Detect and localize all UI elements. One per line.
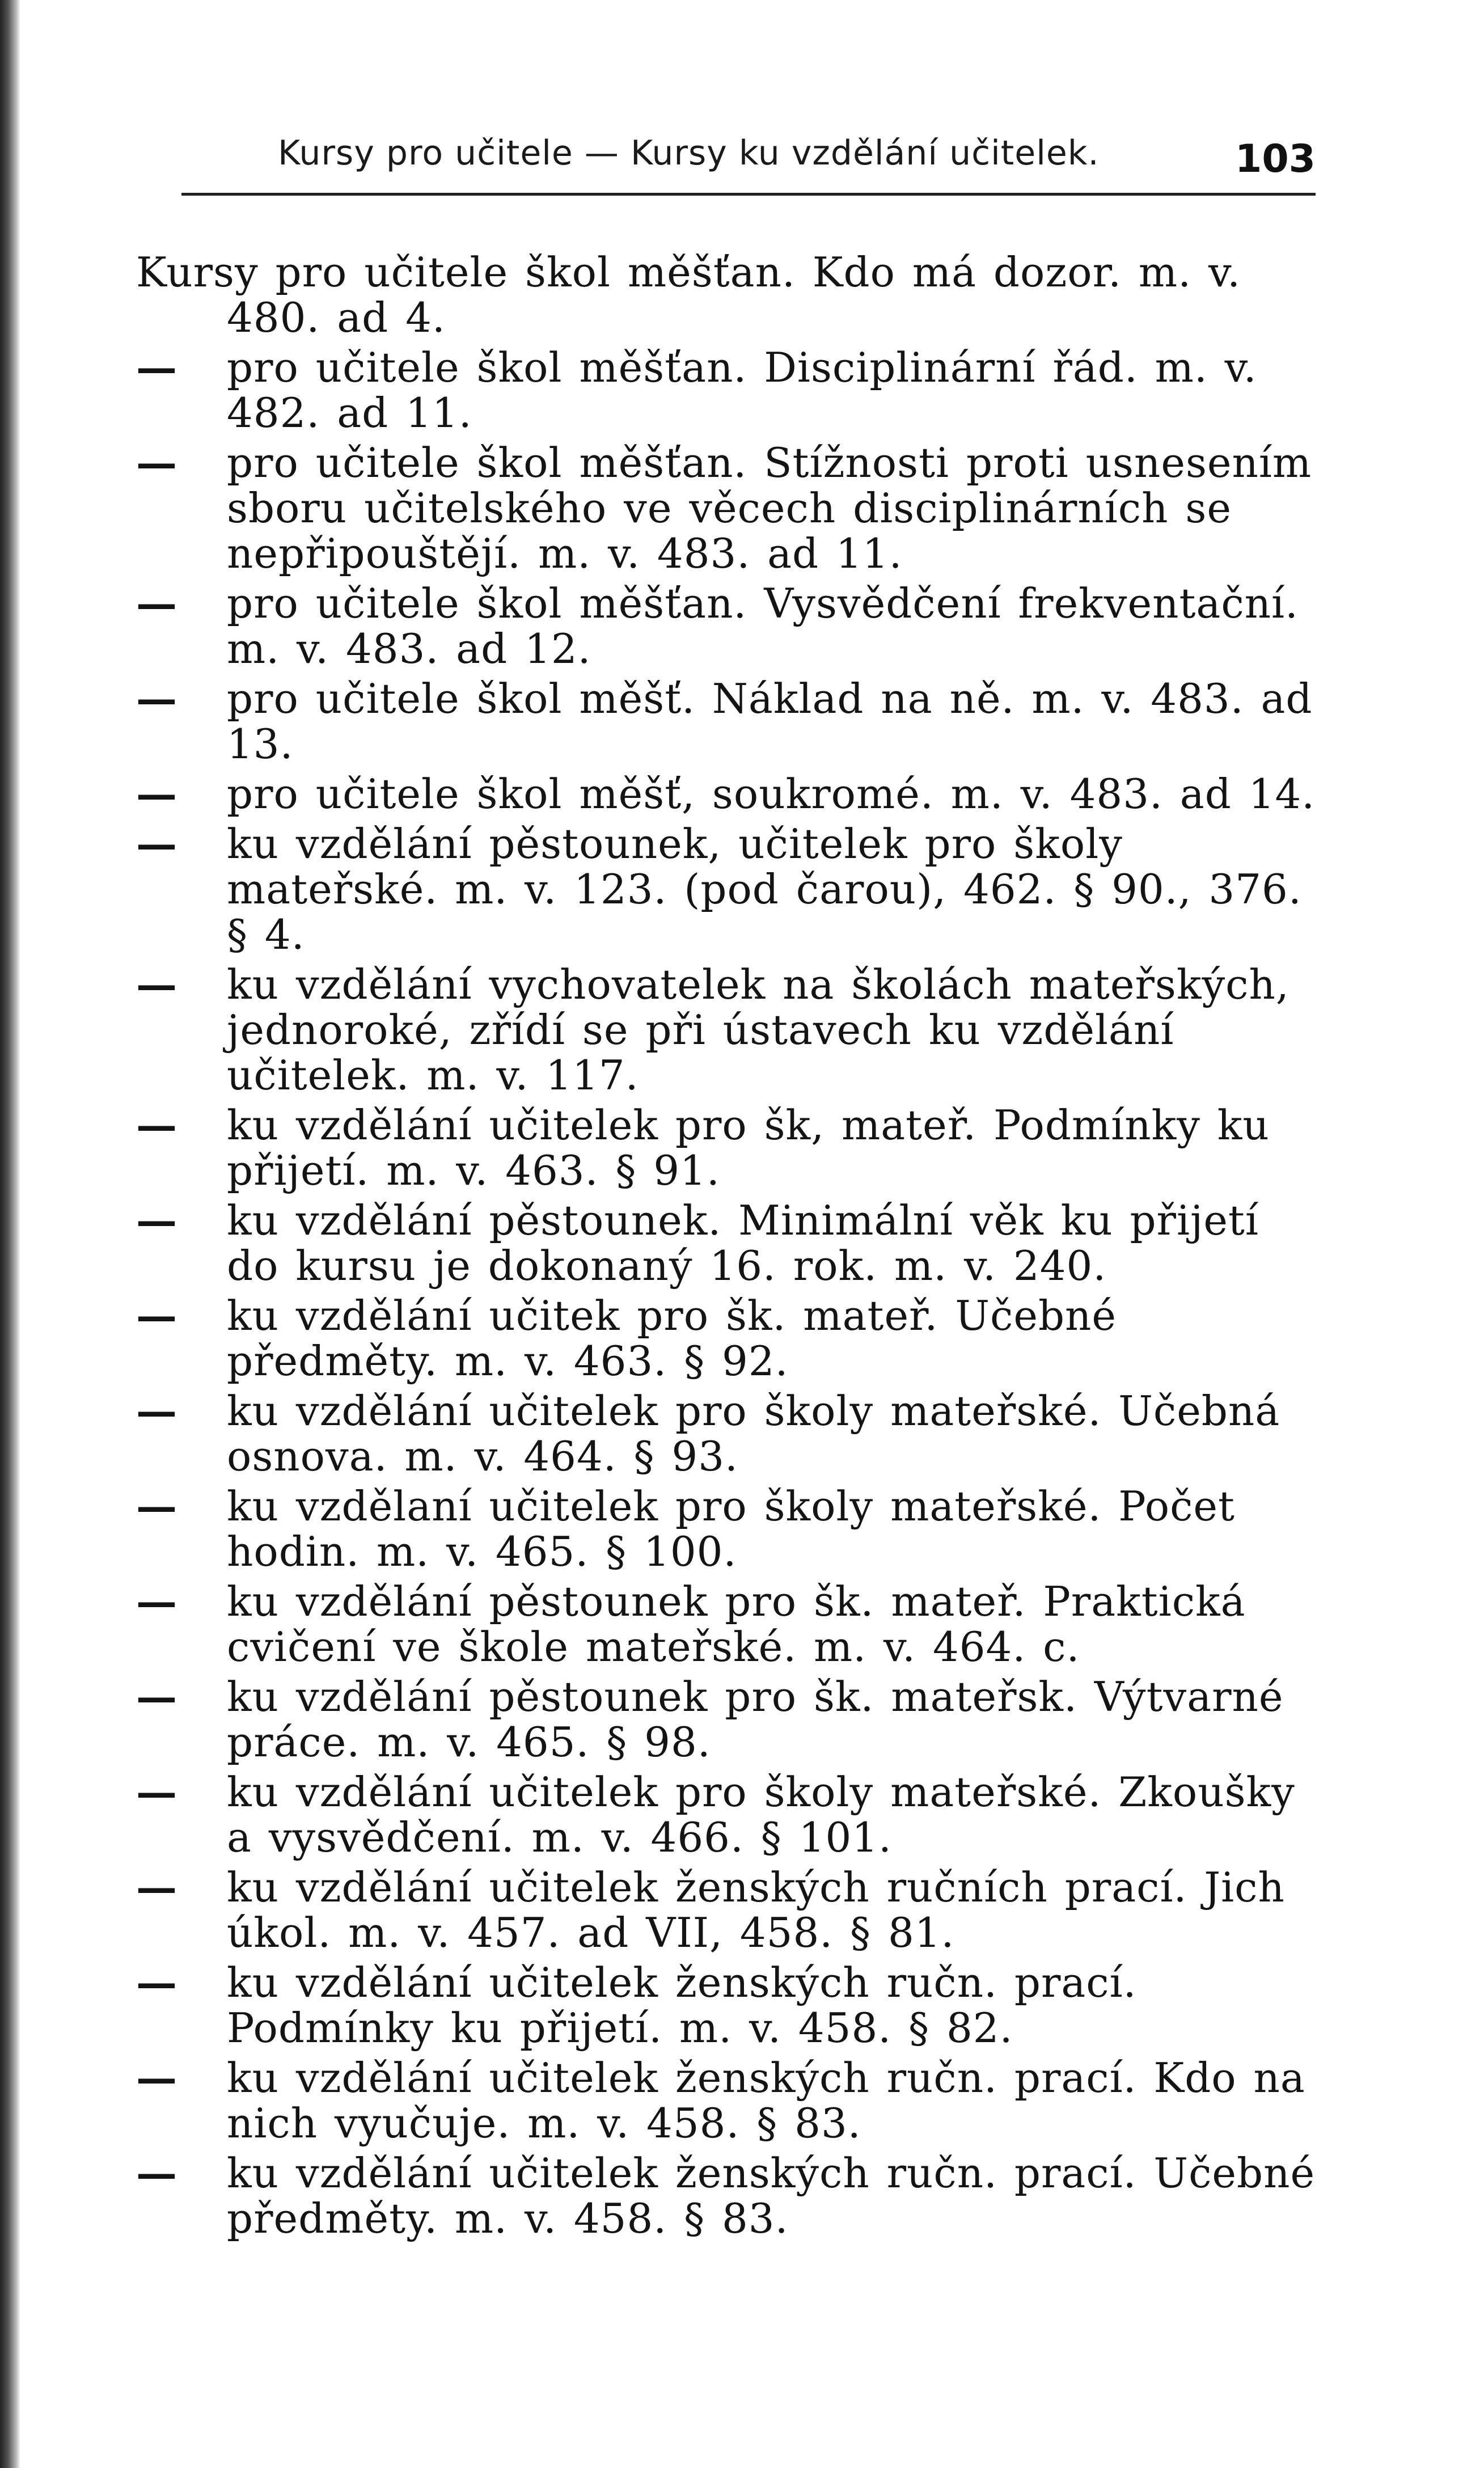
index-entry	[136, 821, 1321, 957]
entry-dash: —	[136, 770, 177, 818]
index-entry	[136, 581, 1321, 671]
entry-dash: —	[136, 438, 177, 487]
entry-text: ku vzdělání pěstounek. Minimální věk ku přijetí do kursu je dokonaný 16. rok. m. v. 240.	[227, 1197, 1259, 1290]
index-entry	[136, 1769, 1321, 1860]
index-entry	[136, 1293, 1321, 1384]
entry-dash: —	[136, 1196, 177, 1244]
entry-dash: —	[136, 674, 177, 722]
index-entry	[136, 1102, 1321, 1193]
entry-text: ku vzdělání pěstounek pro šk. mateřsk. Výtvarné práce. m. v. 465. § 98.	[227, 1673, 1284, 1766]
index-entry	[136, 250, 1321, 340]
index-entry	[136, 2055, 1321, 2146]
entry-dash: —	[136, 1387, 177, 1435]
entry-dash: —	[136, 1291, 177, 1339]
entry-text: ku vzdělání pěstounek, učitelek pro školy mateřské. m. v. 123. (pod čarou), 462. § 90., 376. § 4.	[227, 820, 1302, 958]
entry-text: pro učitele škol měšťan. Vysvědčení frekventační. m. v. 483. ad 12.	[227, 580, 1299, 673]
entry-dash: —	[136, 1958, 177, 2006]
page-number: 103	[1235, 137, 1316, 181]
index-entry	[136, 676, 1321, 767]
index-entry	[136, 771, 1321, 817]
entry-text: pro učitele škol měšť, soukromé. m. v. 483. ad 14.	[227, 770, 1316, 818]
index-entry	[136, 1388, 1321, 1479]
entry-text: ku vzdělání pěstounek pro šk. mateř. Praktická cvičení ve škole mateřské. m. v. 464. c.	[227, 1578, 1246, 1671]
entry-dash: —	[136, 1768, 177, 1816]
entry-text: ku vzdělání učitelek pro školy mateřské. Zkoušky a vysvědčení. m. v. 466. § 101.	[227, 1768, 1295, 1861]
page-header	[181, 128, 1316, 190]
running-head: Kursy pro učitele — Kursy ku vzdělání učitelek.	[278, 133, 1100, 173]
entry-text: pro učitele škol měšť. Náklad na ně. m. v. 483. ad 13.	[227, 675, 1313, 768]
index-entry	[136, 345, 1321, 436]
entry-text: Kursy pro učitele škol měšťan. Kdo má dozor. m. v. 480. ad 4.	[136, 248, 1241, 341]
entry-text: ku vzdělání učitelek pro šk, mateř. Podmínky ku přijetí. m. v. 463. § 91.	[227, 1101, 1270, 1194]
entry-dash: —	[136, 1672, 177, 1721]
entry-dash: —	[136, 1101, 177, 1149]
entry-dash: —	[136, 1482, 177, 1530]
entry-text: ku vzdělání vychovatelek na školách mateřských, jednoroké, zřídí se při ústavech ku vzdělání učitelek. m. v. 117.	[227, 961, 1289, 1099]
index-entry	[136, 440, 1321, 576]
entry-text: ku vzdělání učitelek ženských ručn. prací. Učebné předměty. m. v. 458. § 83.	[227, 2149, 1316, 2242]
index-entry	[136, 1579, 1321, 1670]
entry-dash: —	[136, 579, 177, 627]
entry-dash: —	[136, 1863, 177, 1911]
entry-dash: —	[136, 2149, 177, 2197]
entry-dash: —	[136, 960, 177, 1008]
entry-dash: —	[136, 1577, 177, 1625]
page-binding-edge	[0, 0, 20, 2468]
index-entry	[136, 1865, 1321, 1955]
entry-text: ku vzdělání učitelek ženských ručn. prací. Kdo na nich vyučuje. m. v. 458. § 83.	[227, 2054, 1305, 2147]
entry-dash: —	[136, 2053, 177, 2102]
entry-dash: —	[136, 819, 177, 868]
index-entry	[136, 2150, 1321, 2241]
entry-text: pro učitele škol měšťan. Stížnosti proti usnesením sboru učitelského ve věcech disciplinárních se nepřipouštějí. m. v. 483. ad 11.	[227, 439, 1312, 577]
entry-text: ku vzdělání učitek pro šk. mateř. Učebné předměty. m. v. 463. § 92.	[227, 1292, 1117, 1385]
entry-text: ku vzdělání učitelek pro školy mateřské. Učebná osnova. m. v. 464. § 93.	[227, 1387, 1280, 1480]
index-entry	[136, 1960, 1321, 2051]
entry-text: ku vzdělaní učitelek pro školy mateřské. Počet hodin. m. v. 465. § 100.	[227, 1482, 1235, 1575]
index-entry	[136, 1198, 1321, 1288]
index-entry	[136, 962, 1321, 1098]
entry-text: ku vzdělání učitelek ženských ručních prací. Jich úkol. m. v. 457. ad VII, 458. § 81.	[227, 1863, 1285, 1956]
index-entry	[136, 1484, 1321, 1574]
index-entry	[136, 1674, 1321, 1765]
header-rule	[181, 193, 1316, 196]
entry-text: ku vzdělání učitelek ženských ručn. prací. Podmínky ku přijetí. m. v. 458. § 82.	[227, 1959, 1137, 2052]
index-entries	[136, 250, 1321, 2246]
entry-text: pro učitele škol měšťan. Disciplinární řád. m. v. 482. ad 11.	[227, 344, 1257, 437]
entry-dash: —	[136, 343, 177, 391]
